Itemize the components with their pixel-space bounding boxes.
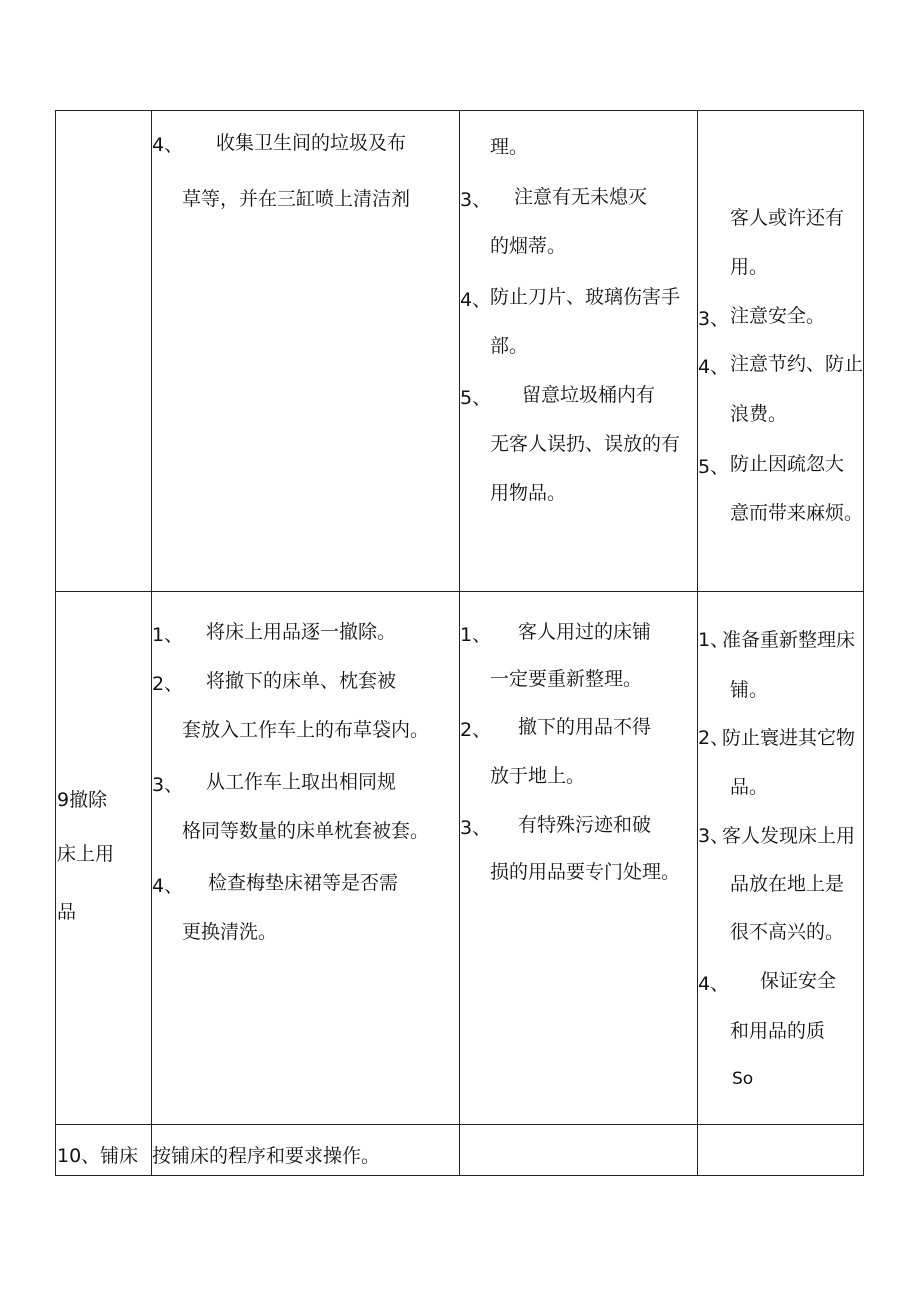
purpose-line: 浪费。 [730, 403, 788, 425]
purpose-line: 意而带来麻烦。 [730, 502, 864, 524]
row1-procedure-cell [152, 110, 458, 590]
item-number: 1、 [152, 624, 184, 646]
standard-line: 无客人误扔、误放的有 [490, 433, 681, 455]
procedure-line: 更换清洗。 [182, 921, 278, 943]
item-number: 4、 [152, 875, 184, 897]
item-number: 3、 [698, 308, 730, 330]
item-number: 5、 [698, 456, 730, 478]
standard-line: 防止刀片、玻璃伤害手 [490, 286, 681, 308]
standard-line: 留意垃圾桶内有 [522, 384, 656, 406]
row3-procedure-cell [152, 1125, 458, 1175]
standard-line: 的烟蒂。 [490, 235, 567, 257]
purpose-line: 客人发现床上用 [722, 825, 856, 847]
row1-purpose-cell [698, 110, 862, 590]
item-number: 4、 [698, 973, 730, 995]
row2-procedure-cell [152, 592, 458, 1124]
purpose-line: 客人或许还有 [730, 207, 845, 229]
procedure-line: 从工作车上取出相同规 [206, 771, 397, 793]
item-number: 4、 [460, 289, 492, 311]
standard-line: 撤下的用品不得 [518, 716, 652, 738]
procedure-line: 收集卫生间的垃圾及布 [216, 132, 407, 154]
procedure-line: 将床上用品逐一撤除。 [206, 621, 397, 643]
item-number: 5、 [460, 387, 492, 409]
row2-purpose-cell [698, 592, 862, 1124]
purpose-line: 注意安全。 [730, 305, 826, 327]
procedure-line: 草等，并在三缸喷上清洁剂 [182, 188, 411, 210]
purpose-line: 防止因疏忽大 [730, 453, 845, 475]
item-number: 2、 [460, 719, 492, 741]
procedure-line: 套放入工作车上的布草袋内。 [182, 719, 430, 741]
item-number: 1、 [698, 629, 730, 651]
purpose-line: 防止寰进其它物 [722, 727, 856, 749]
row1-standard-cell [460, 110, 696, 590]
purpose-line: 用。 [730, 256, 769, 278]
item-number: 2、 [698, 727, 730, 749]
standard-line: 有特殊污迹和破 [518, 814, 652, 836]
row3-step-cell [57, 1125, 150, 1175]
item-number: 3、 [460, 817, 492, 839]
purpose-line: 铺。 [730, 679, 769, 701]
standard-line: 部。 [490, 335, 529, 357]
standard-line: 注意有无未熄灭 [514, 186, 648, 208]
standard-line: 客人用过的床铺 [518, 621, 652, 643]
step-label-line: 品 [57, 901, 77, 923]
purpose-line: 保证安全 [760, 970, 837, 992]
standard-line: 损的用品要专门处理。 [490, 861, 681, 883]
purpose-line: 准备重新整理床 [722, 629, 856, 651]
purpose-line: 注意节约、防止 [730, 353, 864, 375]
purpose-line: 和用品的质 [730, 1020, 826, 1042]
step-label-line: 床上用 [57, 843, 115, 865]
standard-line: 用物品。 [490, 482, 567, 504]
item-number: 4、 [152, 134, 184, 156]
item-number: 2、 [152, 673, 184, 695]
step-label-line: 9撤除 [57, 789, 108, 811]
procedure-line: 格同等数量的床单枕套被套。 [182, 820, 430, 842]
row3-standard-cell [460, 1125, 696, 1175]
item-number: 3、 [152, 774, 184, 796]
purpose-line: 品。 [730, 776, 769, 798]
procedure-line: 按铺床的程序和要求操作。 [152, 1145, 381, 1167]
item-number: 3、 [460, 189, 492, 211]
standard-line: 放于地上。 [490, 765, 586, 787]
row3-purpose-cell [698, 1125, 862, 1175]
procedure-line: 将撤下的床单、枕套被 [206, 670, 397, 692]
item-number: 3、 [698, 825, 730, 847]
purpose-line: 品放在地上是 [730, 873, 845, 895]
purpose-line: 很不高兴的。 [730, 921, 845, 943]
item-number: 1、 [460, 624, 492, 646]
step-label: 10、铺床 [57, 1145, 139, 1167]
item-number: 4、 [698, 356, 730, 378]
procedure-line: 检查梅垫床裙等是否需 [208, 872, 399, 894]
standard-line: 一定要重新整理。 [490, 668, 643, 690]
row2-standard-cell [460, 592, 696, 1124]
standard-line: 理。 [490, 136, 529, 158]
row2-step-cell [57, 592, 150, 1124]
purpose-line: So [732, 1069, 754, 1089]
